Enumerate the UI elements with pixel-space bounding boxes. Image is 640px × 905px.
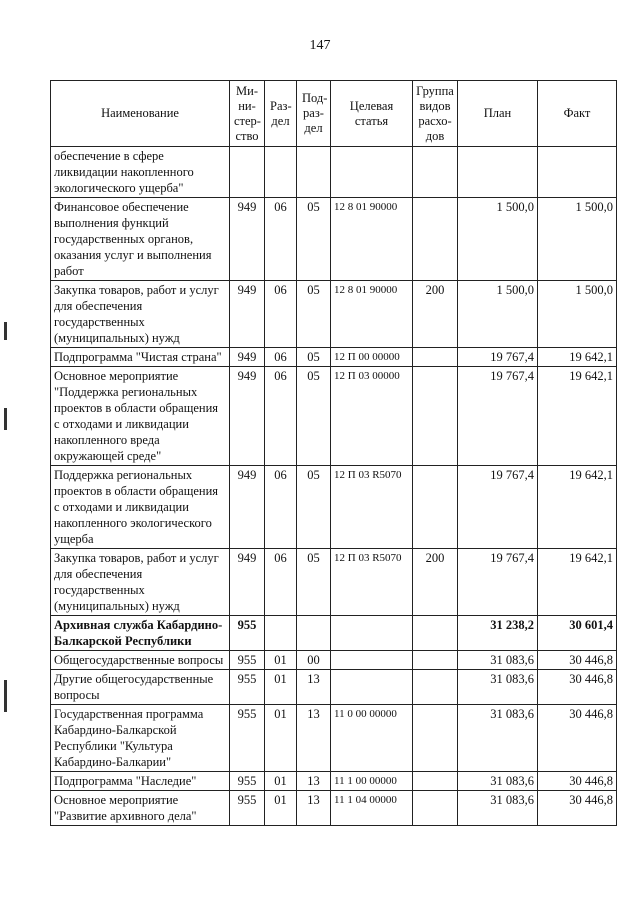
cell-plan: 31 238,2 — [458, 616, 538, 651]
cell-target: 11 1 04 00000 — [331, 791, 413, 826]
header-subsection: Под-раз-дел — [297, 81, 331, 147]
header-expense-group: Группа видов расхо-дов — [413, 81, 458, 147]
cell-name: Государственная программа Кабардино-Балкарской Республики "Культура Кабардино-Балкарии" — [51, 705, 230, 772]
header-name: Наименование — [51, 81, 230, 147]
cell-expense-group: 200 — [413, 281, 458, 348]
cell-plan: 31 083,6 — [458, 651, 538, 670]
cell-name: Закупка товаров, работ и услуг для обеспечения государственных (муниципальных) нужд — [51, 549, 230, 616]
table-row — [51, 791, 617, 826]
header-row — [51, 81, 617, 147]
cell-target: 11 0 00 00000 — [331, 705, 413, 772]
cell-expense-group — [413, 147, 458, 198]
cell-ministry: 949 — [230, 348, 265, 367]
table-row — [51, 772, 617, 791]
cell-expense-group — [413, 616, 458, 651]
cell-target: 12 8 01 90000 — [331, 198, 413, 281]
cell-subsection: 05 — [297, 281, 331, 348]
cell-section: 01 — [265, 651, 297, 670]
cell-expense-group — [413, 651, 458, 670]
cell-ministry: 955 — [230, 651, 265, 670]
cell-plan: 31 083,6 — [458, 705, 538, 772]
cell-ministry: 949 — [230, 367, 265, 466]
table-row — [51, 651, 617, 670]
cell-fact: 19 642,1 — [538, 367, 617, 466]
cell-section: 06 — [265, 549, 297, 616]
table-row — [51, 198, 617, 281]
cell-expense-group — [413, 367, 458, 466]
cell-target — [331, 616, 413, 651]
cell-target: 12 П 00 00000 — [331, 348, 413, 367]
cell-expense-group — [413, 791, 458, 826]
cell-fact — [538, 147, 617, 198]
cell-section: 06 — [265, 198, 297, 281]
cell-plan: 1 500,0 — [458, 281, 538, 348]
cell-subsection: 13 — [297, 772, 331, 791]
cell-expense-group — [413, 348, 458, 367]
cell-subsection — [297, 616, 331, 651]
cell-name: Подпрограмма "Чистая страна" — [51, 348, 230, 367]
cell-expense-group — [413, 466, 458, 549]
cell-target: 12 8 01 90000 — [331, 281, 413, 348]
cell-fact: 1 500,0 — [538, 198, 617, 281]
cell-section: 01 — [265, 705, 297, 772]
cell-target: 12 П 03 R5070 — [331, 549, 413, 616]
cell-subsection — [297, 147, 331, 198]
cell-plan: 31 083,6 — [458, 772, 538, 791]
cell-fact: 19 642,1 — [538, 348, 617, 367]
cell-ministry: 955 — [230, 791, 265, 826]
table-row — [51, 670, 617, 705]
cell-subsection: 05 — [297, 348, 331, 367]
cell-fact: 30 446,8 — [538, 705, 617, 772]
cell-expense-group: 200 — [413, 549, 458, 616]
cell-name: Финансовое обеспечение выполнения функций государственных органов, оказания услуг и выполнения работ — [51, 198, 230, 281]
table-row — [51, 147, 617, 198]
cell-subsection: 00 — [297, 651, 331, 670]
cell-section: 01 — [265, 670, 297, 705]
cell-ministry: 955 — [230, 772, 265, 791]
cell-subsection: 05 — [297, 367, 331, 466]
table-body — [51, 147, 617, 826]
cell-section — [265, 147, 297, 198]
cell-subsection: 05 — [297, 198, 331, 281]
table-row — [51, 616, 617, 651]
cell-plan: 19 767,4 — [458, 367, 538, 466]
cell-fact: 19 642,1 — [538, 466, 617, 549]
cell-section: 06 — [265, 281, 297, 348]
margin-mark — [4, 680, 7, 712]
cell-fact: 30 601,4 — [538, 616, 617, 651]
header-section: Раз-дел — [265, 81, 297, 147]
cell-ministry — [230, 147, 265, 198]
cell-ministry: 949 — [230, 281, 265, 348]
cell-fact: 1 500,0 — [538, 281, 617, 348]
cell-target: 11 1 00 00000 — [331, 772, 413, 791]
table-row — [51, 705, 617, 772]
cell-target — [331, 670, 413, 705]
cell-subsection: 13 — [297, 670, 331, 705]
cell-target — [331, 147, 413, 198]
cell-name: Основное мероприятие "Поддержка региональных проектов в области обращения с отходами и ликвидации накопленного вреда окружающей среде" — [51, 367, 230, 466]
cell-plan: 19 767,4 — [458, 549, 538, 616]
cell-plan: 31 083,6 — [458, 791, 538, 826]
table-row — [51, 466, 617, 549]
cell-target: 12 П 03 R5070 — [331, 466, 413, 549]
cell-subsection: 13 — [297, 791, 331, 826]
cell-fact: 30 446,8 — [538, 670, 617, 705]
cell-target: 12 П 03 00000 — [331, 367, 413, 466]
cell-name: Общегосударственные вопросы — [51, 651, 230, 670]
margin-mark — [4, 408, 7, 430]
cell-fact: 30 446,8 — [538, 651, 617, 670]
cell-plan: 1 500,0 — [458, 198, 538, 281]
budget-table — [50, 80, 617, 826]
cell-fact: 19 642,1 — [538, 549, 617, 616]
cell-name: Закупка товаров, работ и услуг для обеспечения государственных (муниципальных) нужд — [51, 281, 230, 348]
cell-section — [265, 616, 297, 651]
cell-name: Основное мероприятие "Развитие архивного дела" — [51, 791, 230, 826]
cell-ministry: 949 — [230, 198, 265, 281]
cell-plan: 31 083,6 — [458, 670, 538, 705]
cell-subsection: 05 — [297, 466, 331, 549]
table-row — [51, 549, 617, 616]
cell-ministry: 949 — [230, 549, 265, 616]
cell-name: обеспечение в сфере ликвидации накопленного экологического ущерба" — [51, 147, 230, 198]
cell-section: 06 — [265, 348, 297, 367]
cell-section: 01 — [265, 791, 297, 826]
cell-ministry: 955 — [230, 705, 265, 772]
header-fact: Факт — [538, 81, 617, 147]
cell-name: Поддержка региональных проектов в области обращения с отходами и ликвидации накопленного экологического ущерба — [51, 466, 230, 549]
cell-name: Архивная служба Кабардино-Балкарской Республики — [51, 616, 230, 651]
cell-ministry: 949 — [230, 466, 265, 549]
cell-target — [331, 651, 413, 670]
table-row — [51, 281, 617, 348]
cell-name: Другие общегосударственные вопросы — [51, 670, 230, 705]
cell-section: 06 — [265, 466, 297, 549]
cell-plan: 19 767,4 — [458, 348, 538, 367]
cell-expense-group — [413, 705, 458, 772]
table-row — [51, 348, 617, 367]
header-ministry: Ми-ни-стер-ство — [230, 81, 265, 147]
cell-plan: 19 767,4 — [458, 466, 538, 549]
cell-plan — [458, 147, 538, 198]
cell-ministry: 955 — [230, 616, 265, 651]
cell-fact: 30 446,8 — [538, 791, 617, 826]
table-row — [51, 367, 617, 466]
cell-subsection: 05 — [297, 549, 331, 616]
page-number: 147 — [309, 38, 331, 53]
cell-expense-group — [413, 772, 458, 791]
margin-mark — [4, 322, 7, 340]
cell-section: 01 — [265, 772, 297, 791]
header-target: Целевая статья — [331, 81, 413, 147]
cell-name: Подпрограмма "Наследие" — [51, 772, 230, 791]
cell-ministry: 955 — [230, 670, 265, 705]
cell-expense-group — [413, 198, 458, 281]
cell-subsection: 13 — [297, 705, 331, 772]
cell-fact: 30 446,8 — [538, 772, 617, 791]
cell-expense-group — [413, 670, 458, 705]
header-plan: План — [458, 81, 538, 147]
cell-section: 06 — [265, 367, 297, 466]
